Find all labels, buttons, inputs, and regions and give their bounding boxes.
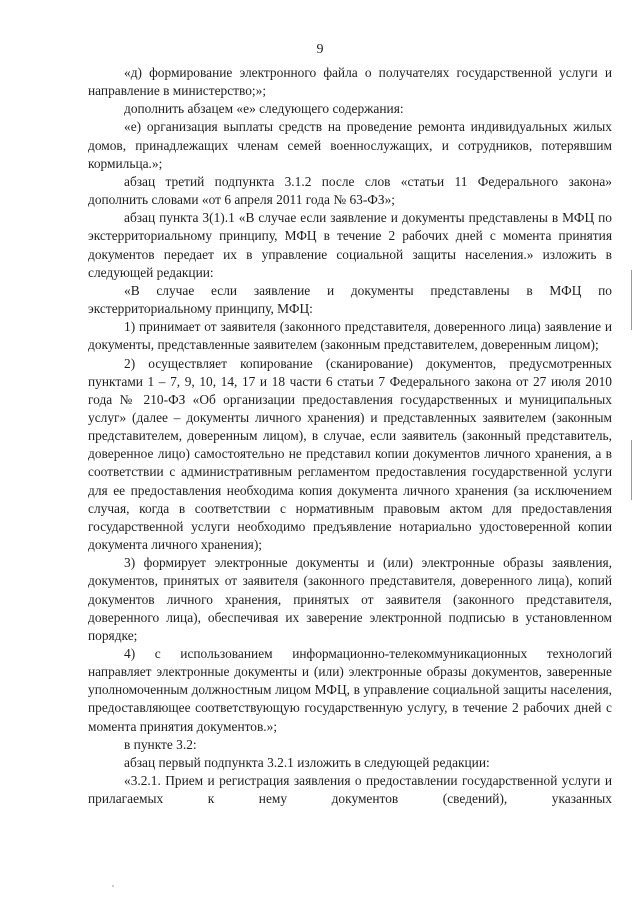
paragraph-add-item-e: дополнить абзацем «е» следующего содержания: [124, 101, 404, 117]
paragraph-item-e: «е) организация выплаты средств на проведение ремонта индивидуальных жилых домов, принадлежащих членам семей военнослужащих, и сотрудников, потерявшим кормильца.»; [88, 119, 612, 171]
paragraph-3-1-2: абзац третий подпункта 3.1.2 после слов «статьи 11 Федерального закона» дополнить словами «от 6 апреля 2011 года № 63-ФЗ»; [88, 173, 612, 208]
paragraph-3-1-1: абзац пункта 3(1).1 «В случае если заявление и документы представлены в МФЦ по экстерриториальному принципу, МФЦ в течение 2 рабочих дней с момента принятия документов передает их в управление социальной защиты населения.» изложить в следующей редакции: [88, 210, 612, 280]
paragraph-3-2-1-text: «3.2.1. Прием и регистрация заявления о предоставлении государственной услуги и прилагаемых к нему документов (сведений), указанных [88, 773, 612, 807]
page-number: 9 [316, 42, 324, 57]
paragraph-3-2-1-intro: абзац первый подпункта 3.2.1 изложить в следующей редакции: [124, 754, 490, 770]
list-item-3: 3) формирует электронные документы и (или) электронные образы заявления, документов, принятых от заявителя (законного представителя, доверенного лица), копий документов личного хранения, принятых от заявителя (законного представителя, доверенного лица), обеспечивая их заверение электронной подписью в установленном порядке; [88, 555, 612, 643]
list-item-4: 4) с использованием информационно-телекоммуникационных технологий направляет электронные документы и (или) электронные образы документов, заверенные уполномоченным должностным лицом МФЦ, в управление социальной защиты населения, предоставляющее соответствующую государственную услугу, в течение 2 рабочих дней с момента принятия документов.»; [88, 646, 612, 734]
document-body [88, 64, 612, 808]
scan-dust [112, 885, 114, 887]
list-item-1: 1) принимает от заявителя (законного представителя, доверенного лица) заявление и документы, представленные заявителем (законным представителем, доверенным лицом); [88, 319, 612, 353]
paragraph-item-d: «д) формирование электронного файла о получателях государственной услуги и направление в министерство;»; [88, 65, 612, 99]
scan-margin-line [631, 270, 632, 330]
paragraph-new-wording: «В случае если заявление и документы представлены в МФЦ по экстерриториальному принципу, МФЦ: [88, 282, 612, 317]
list-item-2: 2) осуществляет копирование (сканирование) документов, предусмотренных пунктами 1 – 7, 9, 10, 14, 17 и 18 части 6 статьи 7 Федерального закона от 27 июля 2010 года № 210-ФЗ «Об организации предоставления государственных и муниципальных услуг» (далее – документы личного хранения) и представленных заявителем (законным представителем, доверенным лицом), в случае, если заявитель (законный представитель, доверенное лицо) самостоятельно не представил копии документов личного хранения, а в соответствии с административным регламентом предоставления государственной услуги для ее предоставления необходима копия документа личного хранения (за исключением случая, когда в соответствии с нормативным правовым актом для предоставления государственной услуги необходимо предъявление нотариально удостоверенной копии документа личного хранения); [88, 355, 612, 553]
scan-margin-line [631, 440, 632, 500]
paragraph-3-2: в пункте 3.2: [124, 736, 197, 752]
